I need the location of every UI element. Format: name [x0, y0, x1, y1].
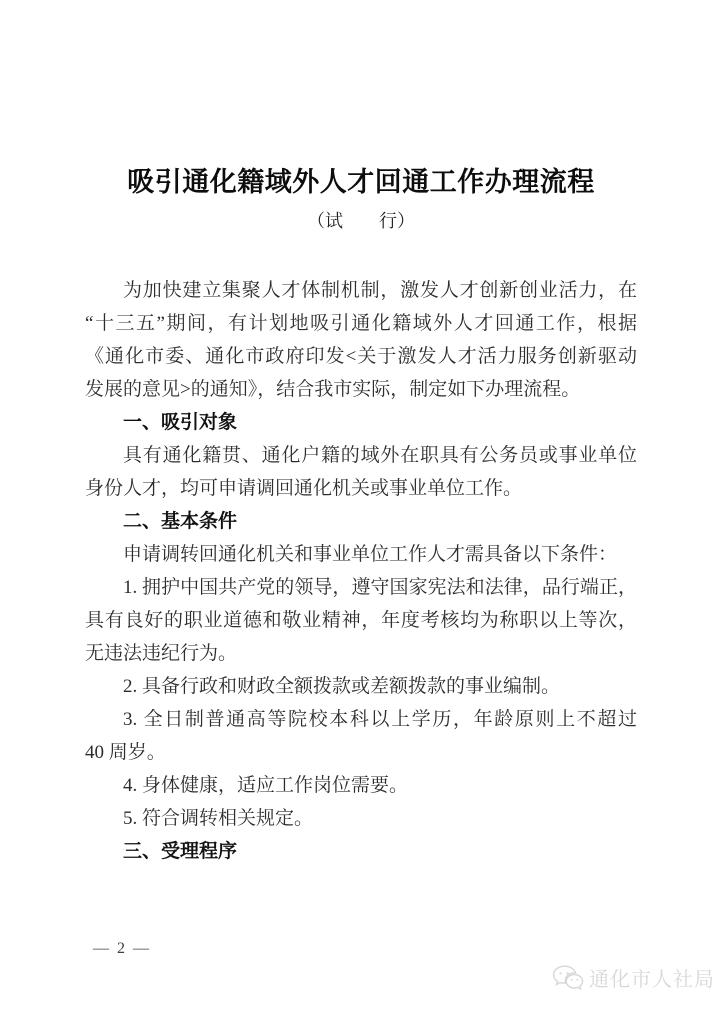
paragraph [85, 703, 637, 769]
paragraph [85, 769, 637, 802]
section-heading: 二、基本条件 [123, 511, 238, 532]
text-line: 具有通化籍贯、通化户籍的域外在职具有公务员或事业单位 [123, 445, 637, 466]
paragraph [85, 670, 637, 703]
text-line: 发展的意见>的通知》，结合我市实际，制定如下办理流程。 [85, 379, 581, 400]
text-line: 1. 拥护中国共产党的领导，遵守国家宪法和法律，品行端正， [123, 577, 637, 598]
paragraph [85, 802, 637, 835]
text-line: 40 周岁。 [85, 742, 166, 763]
text-line: 具有良好的职业道德和敬业精神，年度考核均为称职以上等次， [85, 610, 637, 631]
text-line: 为加快建立集聚人才体制机制，激发人才创新创业活力，在 [123, 280, 637, 301]
text-line: 4. 身体健康，适应工作岗位需要。 [123, 775, 409, 796]
page-subtitle: （试 行） [307, 211, 415, 231]
document-content [85, 150, 637, 868]
paragraph [85, 274, 637, 406]
section-heading: 一、吸引对象 [123, 412, 238, 433]
paragraph [85, 439, 637, 505]
text-line: 《通化市委、通化市政府印发<关于激发人才活力服务创新驱动 [85, 346, 637, 367]
text-line: 申请调转回通化机关和事业单位工作人才需具备以下条件： [123, 544, 618, 565]
paragraph [85, 538, 637, 571]
document-body [85, 274, 637, 868]
text-line: 2. 具备行政和财政全额拨款或差额拨款的事业编制。 [123, 676, 561, 697]
text-line: “十三五”期间，有计划地吸引通化籍域外人才回通工作，根据 [85, 313, 637, 334]
page-title: 吸引通化籍域外人才回通工作办理流程 [127, 167, 595, 197]
watermark [552, 963, 715, 992]
watermark-label: 通化市人社局 [589, 969, 715, 991]
section-heading: 三、受理程序 [123, 841, 238, 862]
paragraph [85, 571, 637, 670]
text-line: 3. 全日制普通高等院校本科以上学历，年龄原则上不超过 [123, 709, 637, 730]
page-number: — 2 — [93, 940, 151, 957]
text-line: 身份人才，均可申请调回通化机关或事业单位工作。 [85, 478, 523, 499]
wechat-icon [552, 964, 584, 992]
text-line: 无违法违纪行为。 [85, 643, 238, 664]
text-line: 5. 符合调转相关规定。 [123, 808, 314, 829]
